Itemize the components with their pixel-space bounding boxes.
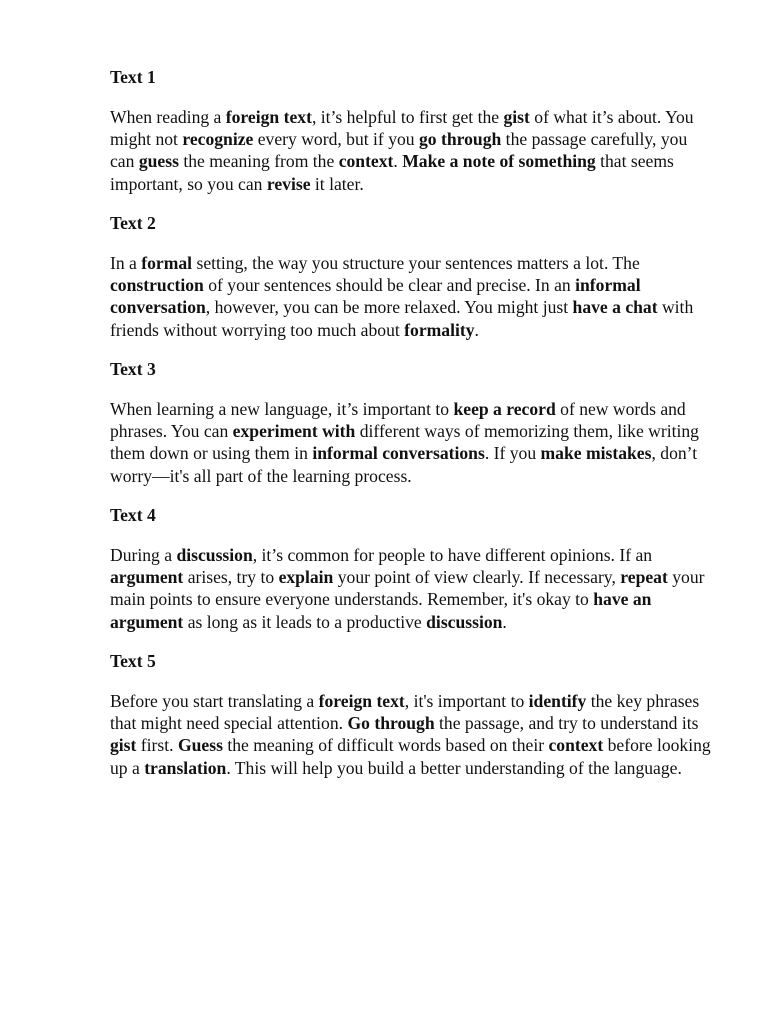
- key-term: guess: [138, 151, 179, 172]
- text-run: your main points to ensure everyone understands. Remember, it's okay to: [110, 567, 705, 610]
- text-run: Before you start translating a: [110, 690, 319, 711]
- text-run: the meaning from the: [178, 151, 339, 172]
- key-term: argument: [110, 567, 184, 588]
- text-run: , it’s helpful to first get the: [311, 106, 504, 127]
- key-term: have a chat: [572, 297, 658, 318]
- section-4: [110, 504, 714, 633]
- key-term: context: [548, 735, 604, 756]
- text-run: , it’s common for people to have different opinions. If an: [252, 544, 653, 565]
- text-run: with friends without worrying too much about: [110, 297, 694, 340]
- text-run: the passage, and try to understand its: [434, 713, 699, 734]
- key-term: have an argument: [110, 589, 652, 632]
- text-run: every word, but if you: [253, 129, 419, 149]
- key-term: revise: [266, 173, 311, 194]
- section-5: [110, 650, 714, 779]
- text-run: the meaning of difficult words based on their: [222, 735, 549, 756]
- text-run: When reading a: [110, 106, 226, 127]
- key-term: construction: [110, 275, 204, 296]
- text-run: . This will help you build a better understanding of the language.: [226, 757, 682, 778]
- text-run: , it's important to: [404, 690, 529, 711]
- text-run: before looking up a: [110, 735, 711, 778]
- text-run: the passage carefully, you can: [110, 129, 688, 172]
- section-heading: Text 5: [110, 651, 156, 672]
- text-run: arises, try to: [183, 567, 279, 588]
- section-body: [110, 398, 714, 488]
- key-term: make mistakes: [540, 443, 652, 464]
- text-run: it later.: [310, 173, 364, 194]
- text-run: In a: [110, 252, 142, 273]
- key-term: Guess: [177, 735, 223, 756]
- section-heading: Text 3: [110, 359, 156, 380]
- text-run: , however, you can be more relaxed. You might just: [205, 297, 573, 318]
- text-run: different ways of memorizing them, like writing them down or using them in: [110, 421, 699, 464]
- key-term: discussion: [176, 544, 253, 565]
- text-run: as long as it leads to a productive: [183, 611, 427, 632]
- text-run: that seems important, so you can: [110, 151, 674, 194]
- text-run: setting, the way you structure your sentences matters a lot. The: [192, 252, 640, 273]
- text-run: the key phrases that might need special attention.: [110, 690, 700, 734]
- text-run: your point of view clearly. If necessary,: [333, 567, 621, 588]
- text-run: When learning a new language, it’s important to: [110, 398, 454, 419]
- section-3: [110, 358, 714, 487]
- key-term: identify: [528, 690, 587, 711]
- key-term: explain: [278, 567, 334, 588]
- section-1: [110, 66, 714, 195]
- section-2: [110, 212, 714, 341]
- document-page: [110, 66, 714, 796]
- section-body: [110, 252, 714, 342]
- key-term: discussion: [426, 611, 503, 632]
- key-term: experiment with: [232, 421, 356, 442]
- text-run: During a: [110, 544, 177, 565]
- key-term: keep a record: [453, 398, 556, 419]
- text-run: .: [474, 319, 479, 340]
- key-term: repeat: [620, 567, 668, 588]
- text-run: .: [502, 611, 507, 632]
- key-term: gist: [503, 106, 530, 127]
- text-run: of what it’s about. You might not: [110, 106, 694, 149]
- text-run: of new words and phrases. You can: [110, 398, 686, 442]
- text-run: first.: [136, 735, 178, 756]
- key-term: gist: [110, 735, 137, 756]
- key-term: foreign text: [318, 690, 405, 711]
- text-run: of your sentences should be clear and precise. In an: [203, 275, 576, 296]
- key-term: informal conversations: [312, 443, 485, 464]
- key-term: recognize: [182, 129, 254, 149]
- text-run: . If you: [484, 443, 541, 464]
- section-body: [110, 106, 714, 196]
- section-body: [110, 544, 714, 634]
- section-heading: Text 1: [110, 67, 156, 87]
- key-term: Make a note of something: [402, 151, 596, 172]
- key-term: foreign text: [225, 106, 312, 127]
- key-term: context: [338, 151, 394, 172]
- key-term: formality: [404, 319, 475, 340]
- key-term: Go through: [347, 713, 435, 734]
- key-term: informal conversation: [110, 275, 641, 318]
- key-term: translation: [144, 757, 227, 778]
- section-heading: Text 4: [110, 505, 156, 526]
- key-term: formal: [141, 252, 193, 273]
- text-run: , don’t worry—it's all part of the learning process.: [110, 443, 698, 486]
- section-heading: Text 2: [110, 213, 156, 234]
- text-run: .: [393, 151, 403, 172]
- key-term: go through: [418, 129, 502, 149]
- section-body: [110, 690, 714, 780]
